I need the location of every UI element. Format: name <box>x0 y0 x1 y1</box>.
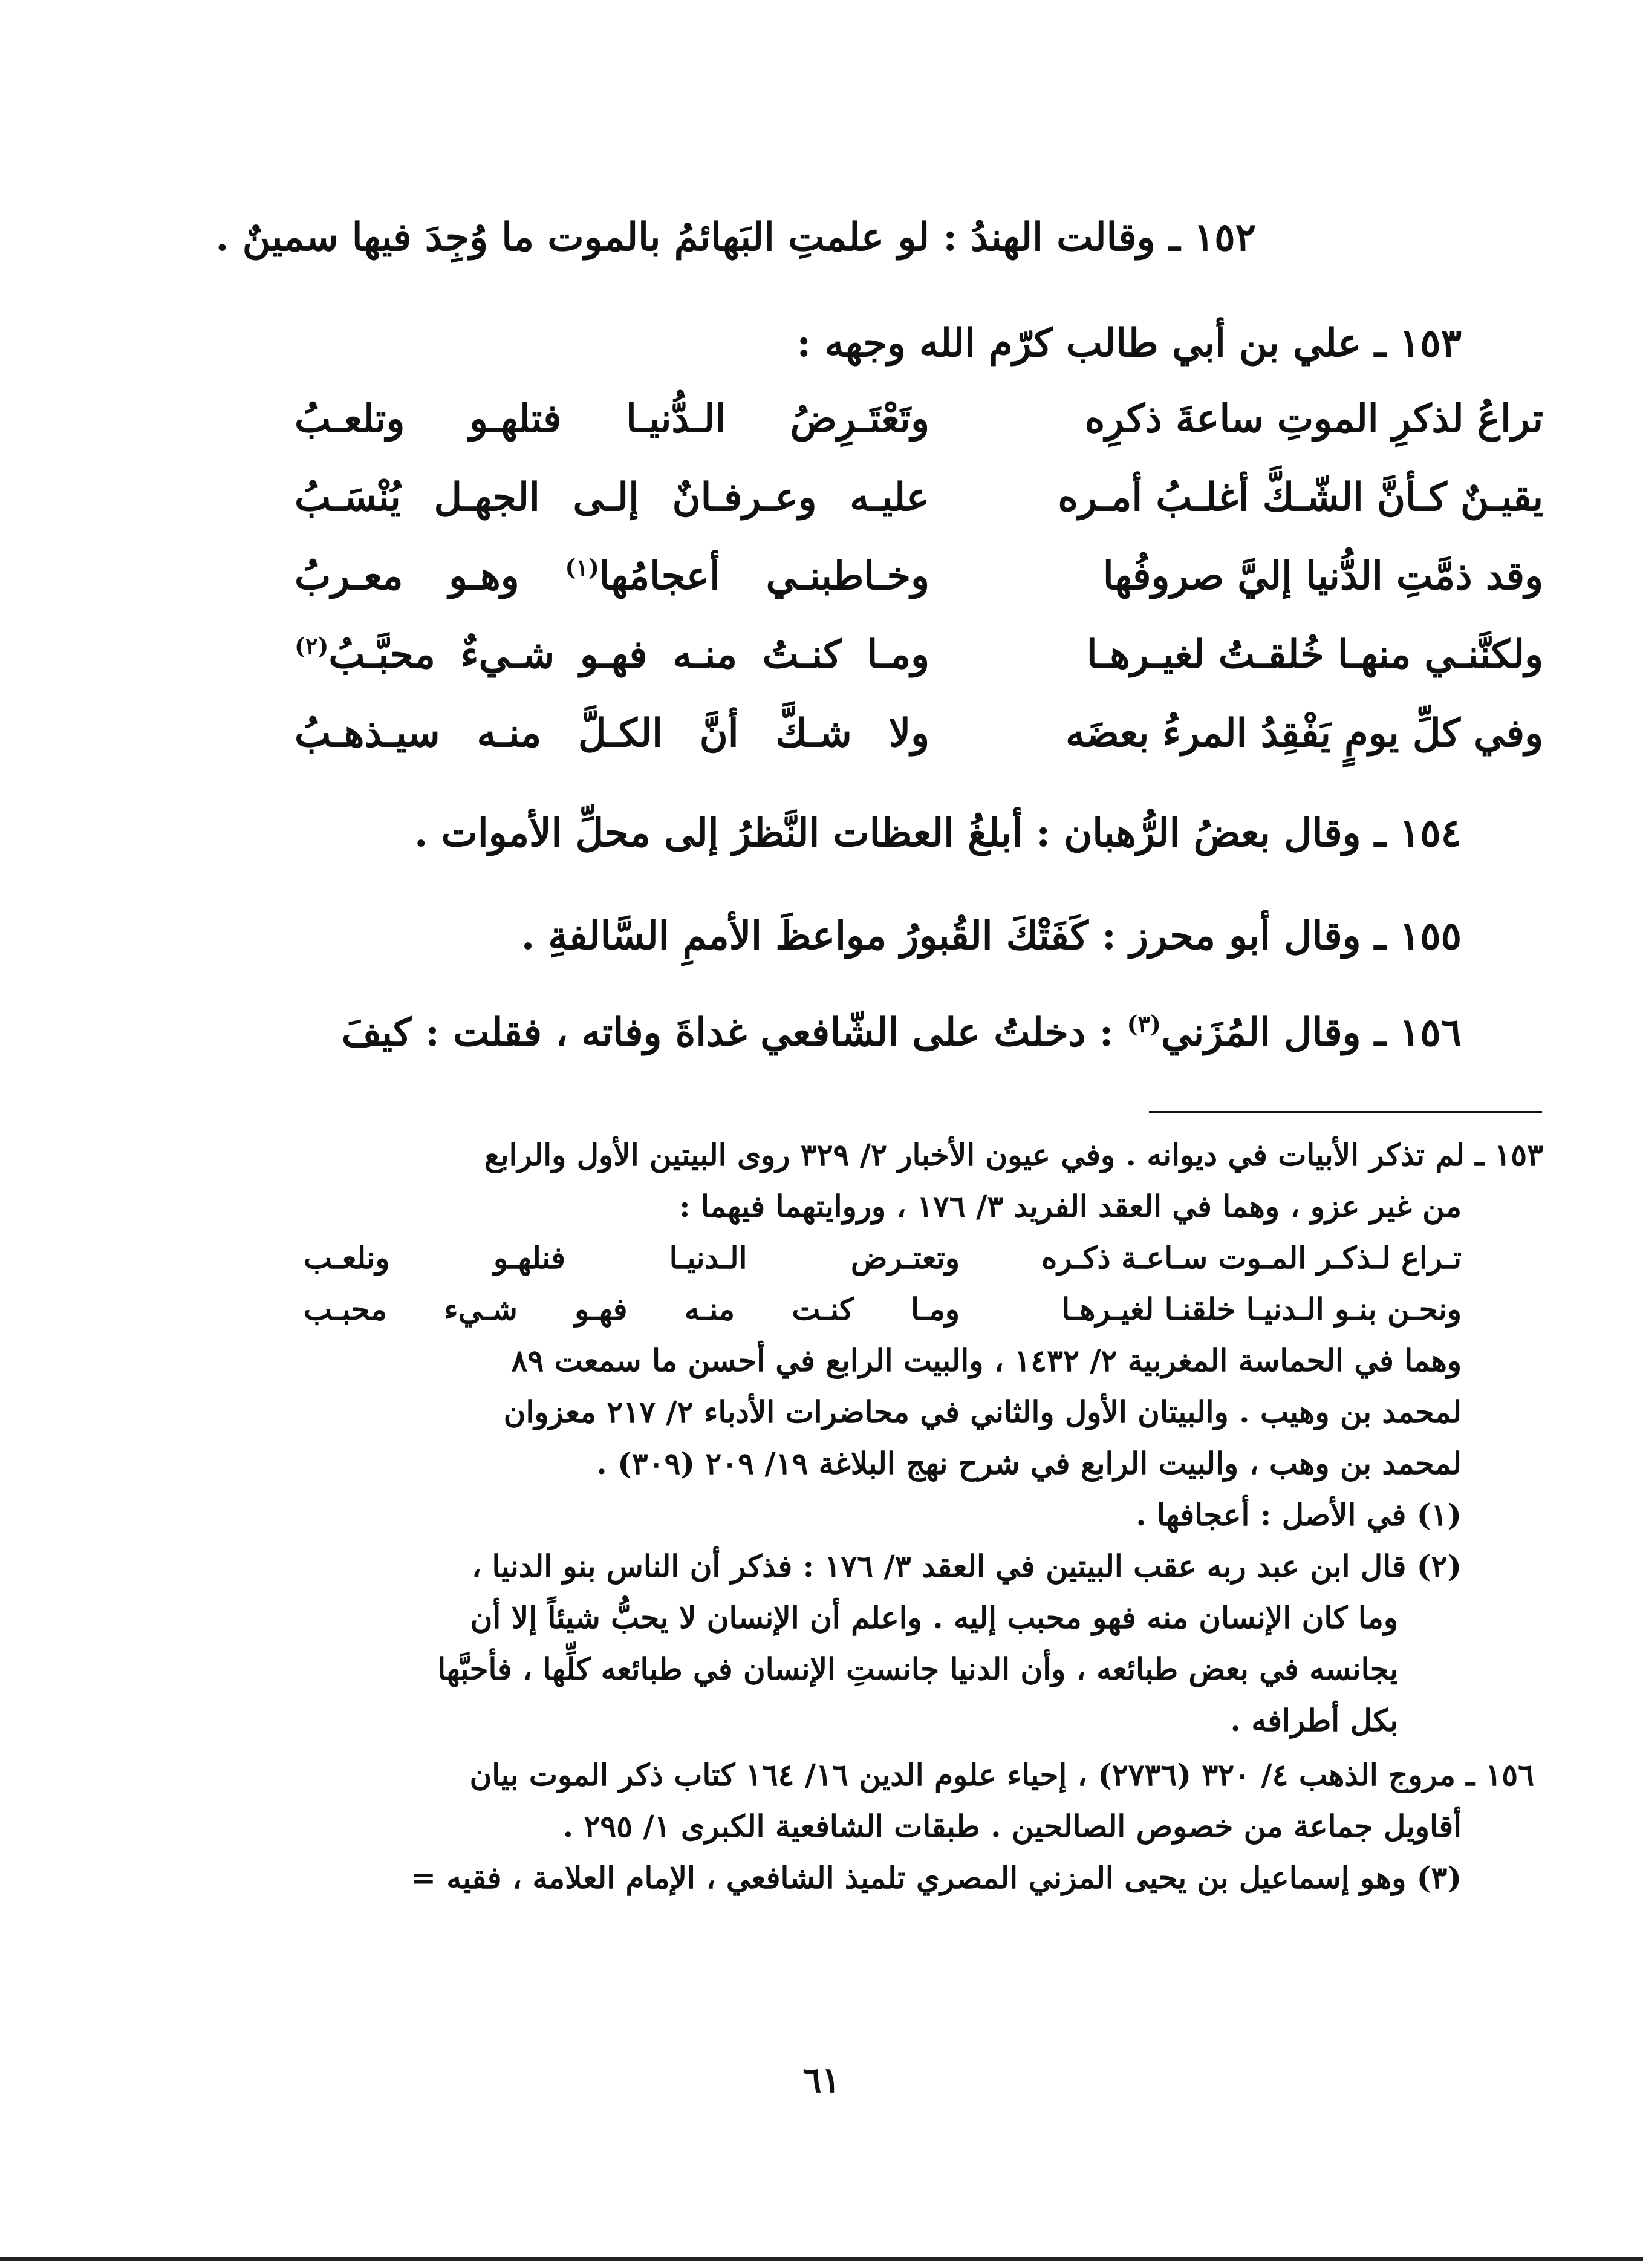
footnote-153-line: من غير عزو ، وهما في العقد الفريد ٣/ ١٧٦ ، وروايتهما فيهما : <box>679 1188 1462 1224</box>
verse-row <box>0 632 1643 692</box>
verse-text: ومـا كنـتُ منـه فهـو شـيءٌ محبَّـبُ <box>328 632 929 677</box>
footnote-153-line: لمحمد بن وهب ، والبيت الرابع في شرح نهج البلاغة ١٩/ ٢٠٩ (٣٠٩) . <box>596 1445 1462 1481</box>
footnote-verse-second: ومـا كنـت منـه فهـو شـيء محبـب <box>304 1291 960 1327</box>
footnote-2-line: وما كان الإنسان منه فهو محبب إليه . واعلم أن الإنسان لا يحبُّ شيئاً إلا أن <box>470 1600 1398 1635</box>
verse-first-hemistich: وقد ذمَّتِ الدُّنيا إليَّ صروفُها <box>1102 553 1543 599</box>
footnote-2-line: بكل أطرافه . <box>1230 1703 1398 1738</box>
footnote-153-line: ١٥٣ ـ لم تذكر الأبيات في ديوانه . وفي عيون الأخبار ٢/ ٣٢٩ روى البيتين الأول والرابع <box>484 1137 1543 1173</box>
footnote-ref-2: (٢) <box>294 632 329 660</box>
footnote-ref-3: (٣) <box>1127 1010 1162 1038</box>
entry-156-text-end: : دخلتُ على الشّافعي غداةَ وفاته ، فقلت : كيفَ <box>341 1010 1127 1055</box>
footnote-verse-row <box>0 1291 1643 1340</box>
verse-first-hemistich: يقيـنٌ كـأنَّ الشّـكَّ أغلـبُ أمـره <box>1058 475 1543 520</box>
verse-row <box>0 553 1643 614</box>
entry-152: ١٥٢ ـ وقالت الهندُ : لو علمتِ البَهائمُ بالموت ما وُجِدَ فيها سمينٌ . <box>215 215 1256 260</box>
verse-second-hemistich <box>294 553 929 599</box>
footnote-1: (١) في الأصل : أعجافها . <box>1136 1497 1462 1533</box>
verse-row <box>0 396 1643 457</box>
footnote-verse-first: تـراع لـذكـر المـوت سـاعـة ذكـره <box>1041 1240 1462 1276</box>
verse-text: وخـاطبنـي أعجامُها <box>599 553 930 599</box>
verse-first-hemistich: وفي كلِّ يومٍ يَفْقِدُ المرءُ بعضَه <box>1065 711 1543 756</box>
footnote-2-line: (٢) قال ابن عبد ربه عقب البيتين في العقد ٣/ ١٧٦ : فذكر أن الناس بنو الدنيا ، <box>472 1548 1462 1584</box>
verse-text-end: وهـو معـربُ <box>294 553 565 599</box>
page-number: ٦١ <box>802 2059 841 2100</box>
footnote-156-line: ١٥٦ ـ مروج الذهب ٤/ ٣٢٠ (٢٧٣٦) ، إحياء علوم الدين ١٦/ ١٦٤ كتاب ذكر الموت بيان <box>469 1757 1534 1793</box>
verse-row <box>0 475 1643 535</box>
entry-153-intro: ١٥٣ ـ علي بن أبي طالب كرّم الله وجهه : <box>796 321 1462 366</box>
footnote-ref-1: (١) <box>565 553 599 581</box>
verse-second-hemistich: عليـه وعـرفـانٌ إلـى الجهـل يُنْسَـبُ <box>294 475 929 520</box>
footnote-2-line: يجانسه في بعض طبائعه ، وأن الدنيا جانستِ الإنسان في طبائعه كلِّها ، فأحبَّها <box>437 1651 1398 1687</box>
footnote-153-line: لمحمد بن وهيب . والبيتان الأول والثاني في محاضرات الأدباء ٢/ ٢١٧ معزوان <box>503 1394 1462 1430</box>
footnote-3: (٣) وهو إسماعيل بن يحيى المزني المصري تلميذ الشافعي ، الإمام العلامة ، فقيه = <box>411 1860 1462 1895</box>
entry-155: ١٥٥ ـ وقال أبو محرز : كَفَتْكَ القُبورُ مواعظَ الأممِ السَّالفةِ . <box>521 913 1462 959</box>
footnote-separator <box>1149 1111 1542 1113</box>
footnote-verse-first: ونحـن بنـو الـدنيـا خلقنـا لغيـرهـا <box>1061 1291 1462 1327</box>
entry-154: ١٥٤ ـ وقال بعضُ الرُّهبان : أبلغُ العظات النَّظرُ إلى محلِّ الأموات . <box>414 810 1462 856</box>
verse-row <box>0 711 1643 771</box>
scan-bottom-border <box>0 2257 1643 2261</box>
verse-second-hemistich <box>294 632 929 677</box>
verse-second-hemistich: ولا شـكَّ أنَّ الكـلَّ منـه سيـذهـبُ <box>294 711 929 756</box>
footnote-153-line: وهما في الحماسة المغربية ٢/ ١٤٣٢ ، والبيت الرابع في أحسن ما سمعت ٨٩ <box>511 1343 1462 1378</box>
verse-first-hemistich: تراعُ لذكرِ الموتِ ساعةَ ذكرِه <box>1084 396 1543 442</box>
entry-156 <box>342 1010 1462 1055</box>
footnote-verse-row <box>0 1240 1643 1288</box>
footnote-verse-second: وتعتـرض الـدنيـا فنلهـو ونلعـب <box>304 1240 960 1276</box>
verse-second-hemistich: وتَعْتَـرِضُ الـدُّنيـا فتلهـو وتلعـبُ <box>294 396 929 442</box>
entry-156-text: ١٥٦ ـ وقال المُزَني <box>1161 1010 1462 1055</box>
verse-first-hemistich: ولكنَّنـي منهـا خُلقـتُ لغيـرهـا <box>1086 632 1543 677</box>
footnote-156-line: أقاويل جماعة من خصوص الصالحين . طبقات الشافعية الكبرى ١/ ٢٩٥ . <box>562 1808 1462 1844</box>
